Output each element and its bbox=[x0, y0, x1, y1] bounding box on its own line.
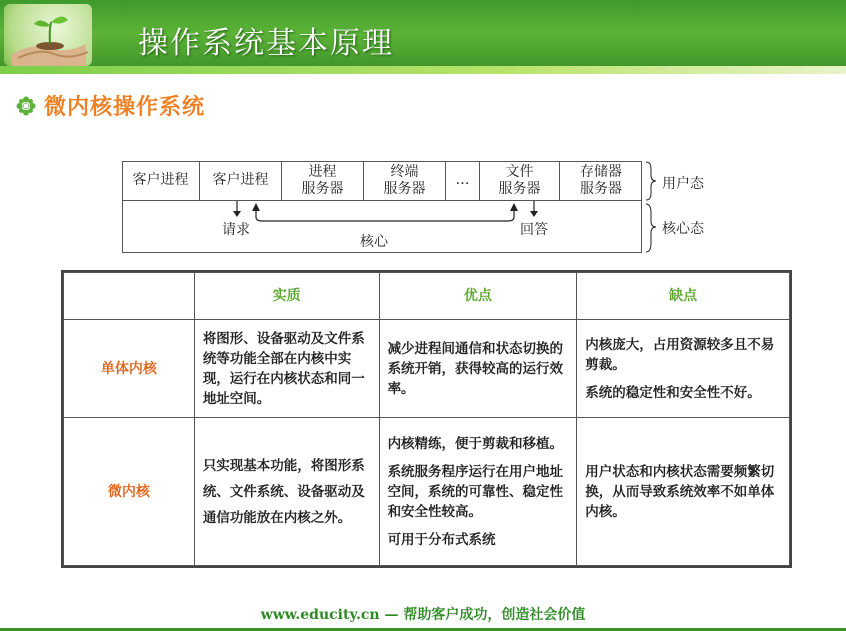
microkernel-diagram bbox=[122, 161, 642, 253]
user-mode-label: 用户态 bbox=[662, 176, 704, 192]
diagram-cell-ellipsis: … bbox=[446, 161, 480, 200]
diagram-cell-process-server: 进程 服务器 bbox=[282, 161, 364, 200]
cell-text: 减少进程间通信和状态切换的系统开销，获得较高的运行效率。 bbox=[387, 340, 564, 397]
header-accent-band bbox=[0, 66, 846, 74]
diagram-cell-terminal-server: 终端 服务器 bbox=[364, 161, 446, 200]
diagram-cell-client-1: 客户进程 bbox=[122, 161, 200, 200]
cell-text: 系统服务程序运行在用户地址空间，系统的可靠性、稳定性和安全性较高。 bbox=[387, 463, 564, 520]
diagram-cell-storage-server: 存储器 服务器 bbox=[580, 163, 622, 197]
kernel-mode-label: 核心态 bbox=[662, 221, 704, 237]
header-pros: 优点 bbox=[379, 273, 577, 320]
comparison-table bbox=[61, 270, 792, 568]
cell-text: 将图形、设备驱动及文件系统等功能全部在内核中实现，运行在内核状态和同一地址空间。 bbox=[202, 330, 365, 407]
cell-microkernel-essence bbox=[194, 418, 379, 566]
cell-text: 内核庞大，占用资源较多且不易剪裁。 bbox=[585, 336, 775, 373]
diagram-cell-file-server: 文件 服务器 bbox=[480, 161, 560, 200]
row-label-microkernel: 微内核 bbox=[64, 418, 195, 566]
section-title: 微内核操作系统 bbox=[44, 95, 206, 120]
cell-microkernel-cons bbox=[577, 418, 790, 566]
cell-text: 可用于分布式系统 bbox=[387, 531, 496, 548]
page-title: 操作系统基本原理 bbox=[138, 26, 394, 61]
cell-monolithic-essence bbox=[194, 320, 379, 418]
kernel-label: 核心 bbox=[360, 234, 388, 250]
header-corner bbox=[64, 273, 195, 320]
table-row bbox=[64, 320, 790, 418]
hands-seedling-logo bbox=[4, 4, 92, 66]
flower-bullet-icon bbox=[16, 96, 36, 116]
row-label-monolithic: 单体内核 bbox=[64, 320, 195, 418]
reply-label: 回答 bbox=[520, 222, 548, 238]
table-header-row bbox=[64, 273, 790, 320]
cell-monolithic-cons bbox=[577, 320, 790, 418]
mode-braces bbox=[644, 161, 658, 253]
cell-monolithic-pros bbox=[379, 320, 577, 418]
request-label: 请求 bbox=[222, 222, 250, 238]
cell-text: 只实现基本功能，将图形系统、文件系统、设备驱动及通信功能放在内核之外。 bbox=[202, 457, 365, 526]
cell-text: 系统的稳定性和安全性不好。 bbox=[585, 384, 761, 401]
footer-slogan: www.educity.cn — 帮助客户成功，创造社会价值 bbox=[260, 607, 586, 623]
header-cons: 缺点 bbox=[577, 273, 790, 320]
cell-microkernel-pros bbox=[379, 418, 577, 566]
cell-text: 用户状态和内核状态需要频繁切换，从而导致系统效率不如单体内核。 bbox=[585, 463, 775, 520]
diagram-cell-client-2: 客户进程 bbox=[200, 161, 282, 200]
cell-text: 内核精练，便于剪裁和移植。 bbox=[387, 435, 564, 452]
title-banner bbox=[0, 0, 846, 74]
header-essence: 实质 bbox=[194, 273, 379, 320]
table-row bbox=[64, 418, 790, 566]
section-heading bbox=[16, 90, 205, 121]
